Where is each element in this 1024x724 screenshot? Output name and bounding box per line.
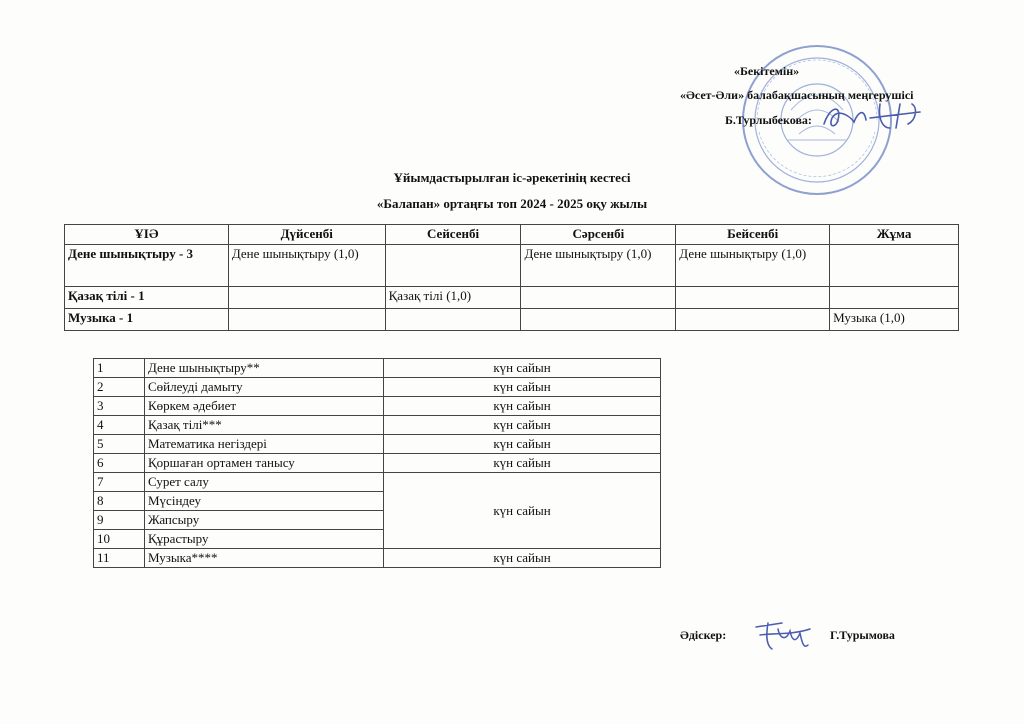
schedule-cell: Қазақ тілі (1,0) (385, 287, 521, 309)
activity-frequency: күн сайын (384, 397, 661, 416)
row-number: 3 (94, 397, 145, 416)
row-number: 9 (94, 511, 145, 530)
activity-name: Дене шынықтыру** (145, 359, 384, 378)
table-row (94, 473, 661, 492)
activity-frequency-table (93, 358, 661, 568)
methodist-name: Г.Турымова (830, 628, 895, 642)
header-tuesday: Сейсенбі (385, 225, 521, 245)
activity-name: Құрастыру (145, 530, 384, 549)
activity-frequency: күн сайын (384, 416, 661, 435)
schedule-cell (385, 245, 521, 287)
activity-name: Мүсіндеу (145, 492, 384, 511)
activity-frequency: күн сайын (384, 359, 661, 378)
schedule-cell (385, 309, 521, 331)
activity-name: Сөйлеуді дамыту (145, 378, 384, 397)
row-number: 5 (94, 435, 145, 454)
schedule-subject: Дене шынықтыру - 3 (65, 245, 229, 287)
table-row (94, 435, 661, 454)
activity-frequency: күн сайын (384, 549, 661, 568)
schedule-cell (228, 287, 385, 309)
row-number: 8 (94, 492, 145, 511)
schedule-cell (830, 245, 959, 287)
schedule-cell (676, 309, 830, 331)
row-number: 4 (94, 416, 145, 435)
row-number: 11 (94, 549, 145, 568)
row-number: 2 (94, 378, 145, 397)
activity-name: Сурет салу (145, 473, 384, 492)
table-row (94, 397, 661, 416)
row-number: 7 (94, 473, 145, 492)
activity-frequency: күн сайын (384, 435, 661, 454)
header-wednesday: Сәрсенбі (521, 225, 676, 245)
schedule-cell (830, 287, 959, 309)
schedule-cell: Дене шынықтыру (1,0) (521, 245, 676, 287)
schedule-row (65, 245, 959, 287)
activity-name: Жапсыру (145, 511, 384, 530)
activity-frequency: күн сайын (384, 378, 661, 397)
header-thursday: Бейсенбі (676, 225, 830, 245)
schedule-cell: Дене шынықтыру (1,0) (228, 245, 385, 287)
row-number: 6 (94, 454, 145, 473)
methodist-label: Әдіскер: (680, 628, 727, 642)
table-row (94, 549, 661, 568)
activity-name: Қоршаған ортамен танысу (145, 454, 384, 473)
schedule-cell (521, 287, 676, 309)
schedule-subject: Қазақ тілі - 1 (65, 287, 229, 309)
document-subtitle: «Балапан» ортаңғы топ 2024 - 2025 оқу жылы (376, 196, 648, 211)
header-monday: Дүйсенбі (228, 225, 385, 245)
table-row (94, 454, 661, 473)
header-activity: ҰІӘ (65, 225, 229, 245)
schedule-cell (521, 309, 676, 331)
schedule-header-row (65, 225, 959, 245)
schedule-cell (228, 309, 385, 331)
activity-name: Музыка**** (145, 549, 384, 568)
row-number: 1 (94, 359, 145, 378)
director-signature (820, 98, 930, 134)
header-friday: Жұма (830, 225, 959, 245)
schedule-row (65, 309, 959, 331)
activity-name: Көркем әдебиет (145, 397, 384, 416)
schedule-subject: Музыка - 1 (65, 309, 229, 331)
table-row (94, 359, 661, 378)
schedule-cell: Дене шынықтыру (1,0) (676, 245, 830, 287)
weekly-schedule-table (64, 224, 959, 331)
methodist-signature (752, 615, 814, 655)
schedule-row (65, 287, 959, 309)
schedule-cell: Музыка (1,0) (830, 309, 959, 331)
activity-name: Қазақ тілі*** (145, 416, 384, 435)
table-row (94, 378, 661, 397)
schedule-cell (676, 287, 830, 309)
approval-position: «Әсет-Әли» балабақшасының меңгерушісі (680, 88, 914, 102)
row-number: 10 (94, 530, 145, 549)
activity-frequency: күн сайын (384, 473, 661, 549)
approval-director: Б.Турлыбекова: (725, 113, 812, 127)
activity-frequency: күн сайын (384, 454, 661, 473)
approval-heading: «Бекітемін» (734, 64, 800, 78)
document-title: Ұйымдастырылған іс-әрекетінің кестесі (393, 170, 631, 185)
table-row (94, 416, 661, 435)
activity-name: Математика негіздері (145, 435, 384, 454)
